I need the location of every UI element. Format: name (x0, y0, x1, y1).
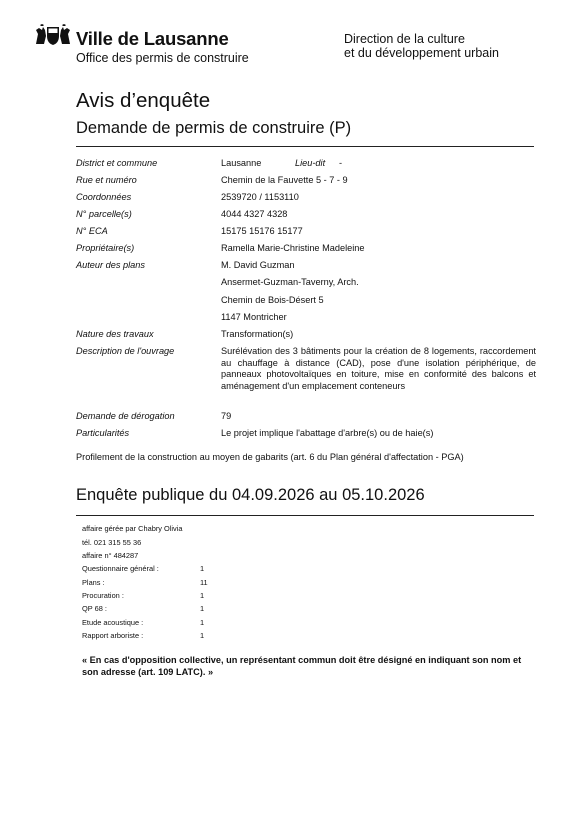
rue-label: Rue et numéro (76, 175, 137, 185)
profilement-text: Profilement de la construction au moyen de gabarits (art. 6 du Plan général d'affectation - PGA) (76, 452, 464, 462)
enquete-period: Enquête publique du 04.09.2026 au 05.10.2026 (76, 486, 425, 504)
opposition-notice: « En cas d'opposition collective, un représentant commun doit être désigné en indiquant son nom et son adresse (art. 109 LATC). » (82, 655, 522, 677)
coordonnees-value: 2539720 / 1153110 (221, 192, 299, 202)
document-count: 1 (200, 604, 205, 613)
city-coat-of-arms-logo (34, 24, 72, 46)
lieu-dit-value: - (339, 158, 343, 168)
auteur-line-1: M. David Guzman (221, 260, 295, 270)
affaire-telephone: tél. 021 315 55 36 (82, 538, 142, 547)
particularites-label: Particularités (76, 428, 130, 438)
document-label: Etude acoustique : (82, 618, 144, 627)
nature-value: Transformation(s) (221, 329, 294, 339)
page-title: Avis d’enquête (76, 89, 211, 112)
affaire-numero: affaire n° 484287 (82, 551, 139, 560)
lieu-dit-label: Lieu-dit (295, 158, 326, 168)
eca-value: 15175 15176 15177 (221, 226, 303, 236)
description-label: Description de l'ouvrage (76, 346, 175, 356)
direction-line-2: et du développement urbain (344, 46, 499, 60)
particularites-value: Le projet implique l'abattage d'arbre(s) ou de haie(s) (221, 428, 434, 438)
document-count: 1 (200, 564, 205, 573)
district-value: Lausanne (221, 158, 262, 168)
direction-line-1: Direction de la culture (344, 32, 465, 46)
page-subtitle: Demande de permis de construire (P) (76, 119, 352, 137)
parcelles-value: 4044 4327 4328 (221, 209, 288, 219)
auteur-line-4: 1147 Montricher (221, 312, 287, 322)
document-count: 1 (200, 631, 205, 640)
office-name: Office des permis de construire (76, 51, 249, 65)
city-name: Ville de Lausanne (76, 28, 229, 49)
document-label: Rapport arboriste : (82, 631, 144, 640)
document-label: Procuration : (82, 591, 124, 600)
auteur-label: Auteur des plans (76, 260, 145, 270)
derogation-value: 79 (221, 411, 232, 421)
rue-value: Chemin de la Fauvette 5 - 7 - 9 (221, 175, 348, 185)
eca-label: N° ECA (76, 226, 108, 236)
document-label: QP 68 : (82, 604, 107, 613)
direction-name (344, 32, 499, 60)
document-count: 11 (200, 578, 208, 587)
coordonnees-label: Coordonnées (76, 192, 132, 202)
auteur-line-2: Ansermet-Guzman-Taverny, Arch. (221, 277, 359, 287)
enquete-divider (76, 515, 534, 516)
nature-label: Nature des travaux (76, 329, 154, 339)
derogation-label: Demande de dérogation (76, 411, 175, 421)
description-value: Surélévation des 3 bâtiments pour la création de 8 logements, raccordement au chauffage à distance (CAD), pose d'une isolation périphérique, de panneaux photovoltaïques en toiture, mise en conformité des balcons et aménagement d'un emplacement conteneurs (221, 346, 536, 391)
document-label: Plans : (82, 578, 105, 587)
affaire-geree-par: affaire gérée par Chabry Olivia (82, 524, 183, 533)
proprietaire-label: Propriétaire(s) (76, 243, 135, 253)
proprietaire-value: Ramella Marie-Christine Madeleine (221, 243, 365, 253)
title-divider (76, 146, 534, 147)
district-label: District et commune (76, 158, 158, 168)
parcelles-label: N° parcelle(s) (76, 209, 132, 219)
document-count: 1 (200, 618, 205, 627)
document-count: 1 (200, 591, 205, 600)
document-label: Questionnaire général : (82, 564, 159, 573)
auteur-line-3: Chemin de Bois-Désert 5 (221, 295, 324, 305)
